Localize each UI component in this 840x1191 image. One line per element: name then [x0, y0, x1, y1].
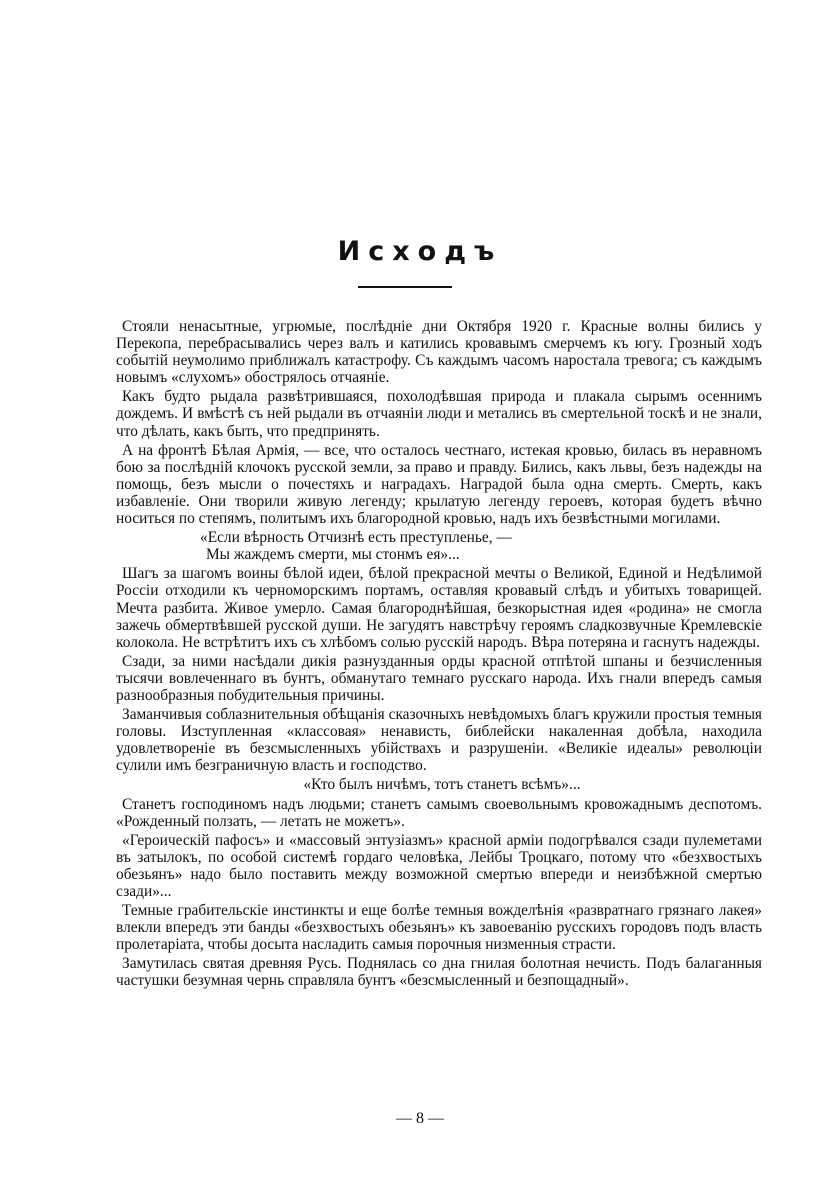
paragraph: Сзади, за ними насѣдали дикія разнузданныя орды красной отпѣтой шпаны и безчисленныя тысячи вовлеченнаго въ бунтъ, обманутаго темнаго русскаго народа. Ихъ гнали впередъ самыя разнообразныя побудительныя причины. — [116, 652, 762, 704]
paragraph: А на фронтѣ Бѣлая Армія, — все, что осталось честнаго, истекая кровью, билась въ неравномъ бою за послѣдній клочокъ русской земли, за право и правду. Бились, какъ львы, безъ надежды на помощь, безъ мысли о почестяхъ и наградахъ. Наградой была одна смерть. Смерть, какъ избавленіе. Они творили живую легенду; крылатую легенду героевъ, которая будетъ вѣчно носиться по степямъ, политымъ ихъ благородной кровью, надъ ихъ безвѣстными могилами. — [116, 441, 762, 528]
centered-quote: «Кто былъ ничѣмъ, тотъ станетъ всѣмъ»... — [303, 776, 581, 794]
paragraph: Шагъ за шагомъ воины бѣлой идеи, бѣлой прекрасной мечты о Великой, Единой и Недѣлимой Россіи отходили къ черноморскимъ портамъ, оставляя кровавый слѣдъ и убитыхъ товарищей. Мечта разбита. Живое умерло. Самая благороднѣйшая, безкорыстная идея «родина» не смогла зажечь обмертвѣвшей русской души. Не загудятъ навстрѣчу героямъ сладкозвучные Кремлевскіе колокола. Не встрѣтитъ ихъ съ хлѣбомъ солью русскій народъ. Вѣра потеряна и гаснутъ надежды. — [116, 565, 762, 651]
verse-line: Мы жаждемъ смерти, мы стонмъ ея»... — [206, 546, 460, 564]
paragraph: Какъ будто рыдала развѣтрившаяся, похолодѣвшая природа и плакала сырымъ осеннимъ дождемъ. И вмѣстѣ съ ней рыдали въ отчаяніи люди и метались въ смертельной тоскѣ и не знали, что дѣлать, какъ быть, что предпринять. — [116, 388, 762, 440]
paragraph: Станетъ господиномъ надъ людьми; станетъ самымъ своевольнымъ кровожаднымъ деспотомъ. «Рожденный ползать, — летать не можетъ». — [116, 795, 762, 830]
paragraph: Замутилась святая древняя Русь. Поднялась со дна гнилая болотная нечисть. Подъ балаганныя частушки безумная чернь справляла бунтъ «безсмысленный и безпощадный». — [116, 955, 762, 990]
page-number: — 8 — — [396, 1110, 444, 1127]
body-text — [116, 318, 762, 992]
paragraph: Заманчивыя соблазнительныя обѣщанія сказочныхъ невѣдомыхъ благъ кружили простыя темныя головы. Изступленная «классовая» ненависть, библейски накаленная добѣла, находила удовлетвореніе въ безсмысленныхъ убійствахъ и разрушеніи. «Великіе идеалы» революціи сулили имъ безграничную власть и господство. — [116, 706, 762, 775]
paragraph: Стояли ненасытные, угрюмые, послѣдніе дни Октября 1920 г. Красные волны бились у Перекопа, перебрасывались через валъ и катились кровавымъ смерчемъ къ югу. Грозный ходъ событій неумолимо приближалъ катастрофу. Съ каждымъ часомъ наростала тревога; съ каждымъ новымъ «слухомъ» обострялось отчаяніе. — [116, 318, 762, 387]
chapter-title: Исходъ — [337, 236, 503, 267]
title-underline — [358, 286, 452, 288]
verse-quote — [200, 529, 762, 563]
paragraph: Темные грабительскіе инстинкты и еще болѣе темныя вожделѣнія «развратнаго грязнаго лакея» влекли впередъ эти банды «безхвостыхъ обезьянъ» къ завоеванію русскихъ городовъ подъ власть пролетаріата, чтобы досыта насладить самыя порочныя низменныя страсти. — [116, 902, 762, 954]
verse-line: «Если вѣрность Отчизнѣ есть преступленье, — — [200, 529, 512, 547]
paragraph: «Героическій пафосъ» и «массовый энтузіазмъ» красной арміи подогрѣвался сзади пулеметами въ затылокъ, по особой системѣ гордаго человѣка, Лейбы Троцкаго, потому что «безхвостыхъ обезьянъ» надо было поставить между возможной смертью впереди и неизбѣжной смертью сзади»... — [116, 831, 762, 900]
